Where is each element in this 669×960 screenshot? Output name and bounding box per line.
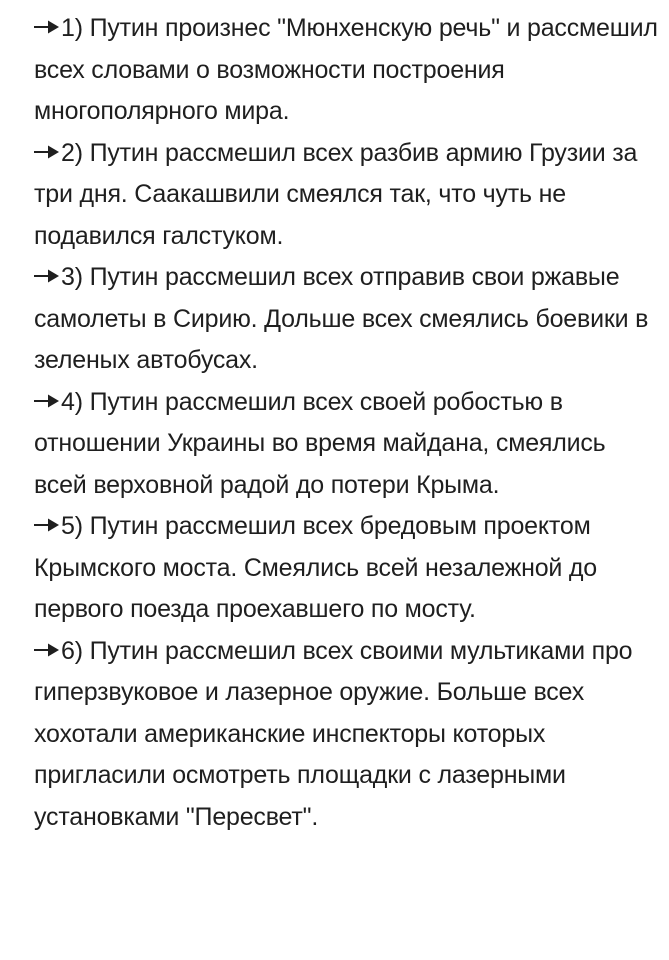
item-number: 1): [61, 14, 83, 42]
arrow-right-icon: [34, 268, 59, 284]
item-text: Путин рассмешил всех своей робостью в отношении Украины во время майдана, смеялись всей верховной радой до потери Крыма.: [34, 387, 606, 499]
arrow-right-icon: [34, 19, 59, 35]
list-item-3: [34, 257, 659, 382]
arrow-right-icon: [34, 144, 59, 160]
list-item-1: [34, 8, 659, 133]
list-item-5: [34, 506, 659, 631]
arrow-right-icon: [34, 517, 59, 533]
arrow-right-icon: [34, 393, 59, 409]
list-item-2: [34, 133, 659, 258]
list-item-4: [34, 382, 659, 507]
item-text: Путин рассмешил всех бредовым проектом Крымского моста. Смеялись всей незалежной до первого поезда проехавшего по мосту.: [34, 512, 598, 623]
item-number: 2): [61, 138, 83, 167]
item-text: Путин рассмешил всех разбив армию Грузии за три дня. Саакашвили смеялся так, что чуть не подавился галстуком.: [34, 138, 638, 250]
list-item-6: [34, 631, 659, 839]
item-number: 6): [61, 636, 83, 665]
item-text: Путин рассмешил всех отправив свои ржавые самолеты в Сирию. Дольше всех смеялись боевики в зеленых автобусах.: [34, 263, 649, 374]
item-number: 3): [61, 263, 83, 291]
item-number: 4): [61, 387, 83, 416]
item-text: Путин произнес "Мюнхенскую речь" и рассмешил всех словами о возможности построения многополярного мира.: [34, 14, 658, 125]
arrow-right-icon: [34, 642, 59, 658]
item-text: Путин рассмешил всех своими мультиками про гиперзвуковое и лазерное оружие. Больше всех хохотали американские инспекторы которых пригласили осмотреть площадки с лазерными установками "Пересвет".: [34, 636, 633, 831]
item-number: 5): [61, 512, 83, 540]
